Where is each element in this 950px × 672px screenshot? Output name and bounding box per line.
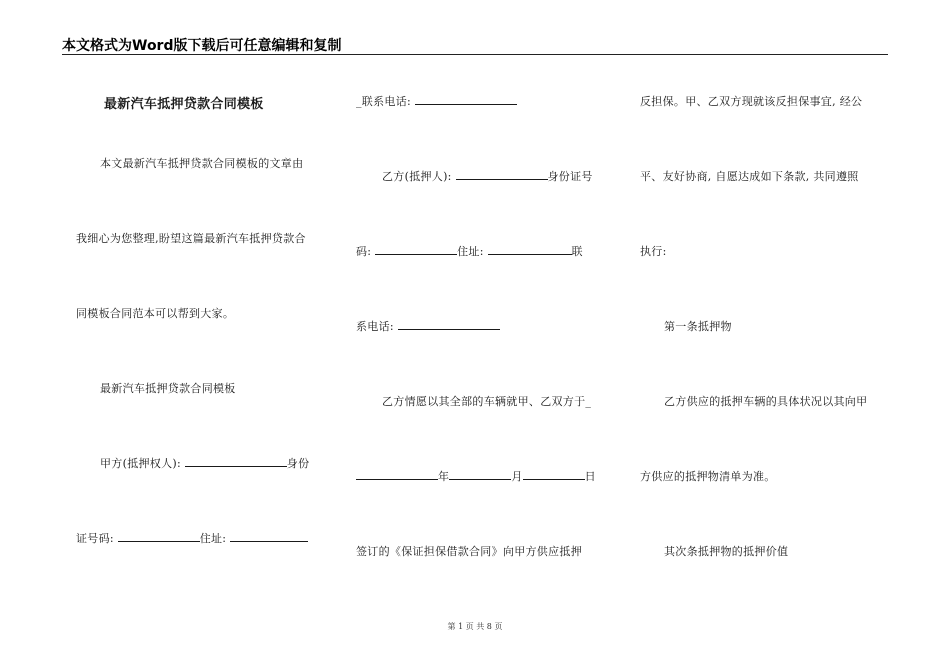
- document-title: 最新汽车抵押贷款合同模板: [104, 97, 264, 112]
- column-3: [622, 0, 890, 620]
- id-number-blank: [118, 531, 200, 542]
- phone-label: _联系电话:: [356, 95, 415, 108]
- paragraph-line: 方供应的抵押物清单为准。: [640, 470, 776, 483]
- party-a-blank: [185, 456, 287, 467]
- month-label: 月: [511, 470, 523, 483]
- party-b-label: 乙方(抵押人):: [382, 170, 456, 183]
- year-blank: [356, 469, 438, 480]
- id-label: 身份证号: [547, 170, 593, 183]
- code-label: 码:: [356, 245, 376, 258]
- phone-blank: [415, 94, 517, 105]
- header-text: 本文格式为Word版下载后可任意编辑和复制: [62, 38, 342, 54]
- address-label: 住址:: [199, 532, 231, 545]
- paragraph-line: 乙方情愿以其全部的车辆就甲、乙双方于_: [382, 395, 592, 408]
- page-number: 第 1 页 共 8 页: [447, 622, 503, 631]
- id-address-line: [76, 530, 308, 546]
- day-blank: [523, 469, 585, 480]
- paragraph-line: 签订的《保证担保借款合同》向甲方供应抵押: [356, 545, 582, 558]
- party-b-line: [382, 168, 593, 184]
- party-a-label: 甲方(抵押权人):: [100, 457, 185, 470]
- address-blank: [488, 244, 572, 255]
- paragraph-line: 乙方供应的抵押车辆的具体状况以其向甲: [664, 395, 868, 408]
- id-address-line: [356, 243, 583, 259]
- phone-line: [356, 318, 500, 334]
- year-label: 年: [438, 470, 450, 483]
- paragraph-line: 本文最新汽车抵押贷款合同模板的文章由: [100, 157, 304, 170]
- column-2: [340, 0, 608, 620]
- phone-label: 系电话:: [356, 320, 398, 333]
- paragraph-line: 平、友好协商, 自愿达成如下条款, 共同遵照: [640, 170, 859, 183]
- day-label: 日: [584, 470, 596, 483]
- id-label: 身份: [286, 457, 310, 470]
- paragraph-line: 同模板合同范本可以帮到大家。: [76, 307, 235, 320]
- id-number-label: 证号码:: [76, 532, 118, 545]
- phone-line: [356, 93, 517, 109]
- address-label: 住址:: [457, 245, 488, 258]
- id-number-blank: [375, 244, 457, 255]
- address-blank: [230, 531, 308, 542]
- paragraph-line: 反担保。甲、乙双方现就该反担保事宜, 经公: [640, 95, 863, 108]
- paragraph-line: 执行:: [640, 245, 667, 258]
- phone-blank: [398, 319, 500, 330]
- column-1: [60, 0, 328, 620]
- party-a-line: [100, 455, 309, 471]
- article-heading: 其次条抵押物的抵押价值: [664, 545, 789, 558]
- contact-label: 联: [571, 245, 583, 258]
- month-blank: [449, 469, 511, 480]
- party-b-blank: [456, 169, 548, 180]
- paragraph-line: 最新汽车抵押贷款合同模板: [100, 382, 236, 395]
- article-heading: 第一条抵押物: [664, 320, 732, 333]
- date-line: [356, 468, 596, 484]
- paragraph-line: 我细心为您整理,盼望这篇最新汽车抵押贷款合: [76, 232, 306, 245]
